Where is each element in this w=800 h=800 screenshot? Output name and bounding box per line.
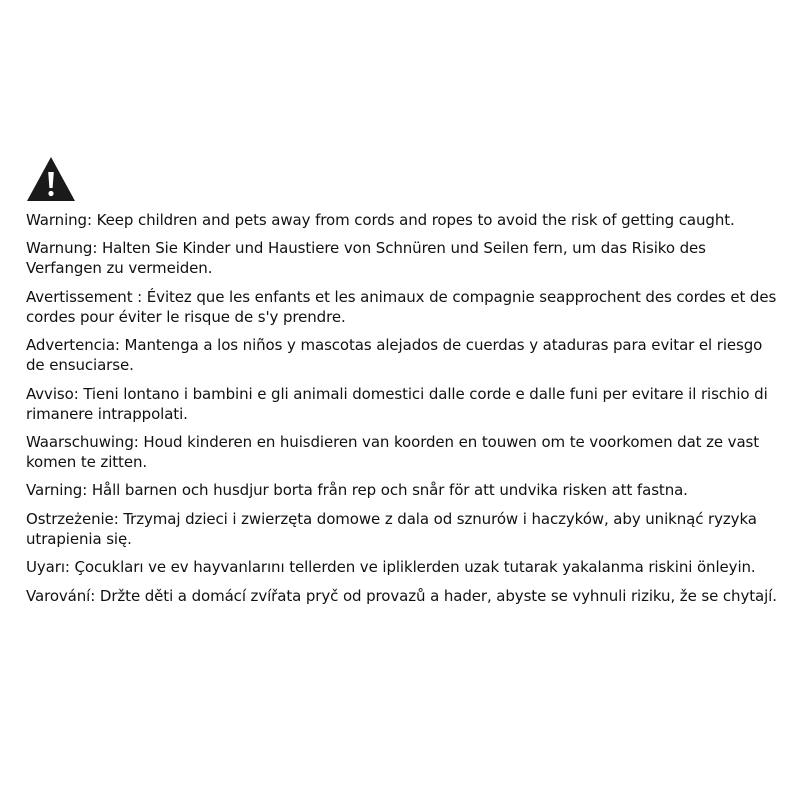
warning-text: Houd kinderen en huisdieren van koorden en touwen om te voorkomen dat ze vast komen te zitten.: [26, 432, 760, 471]
warning-french: [26, 287, 781, 327]
label-separator: :: [82, 481, 92, 500]
warning-text: Håll barnen och husdjur borta från rep och snår för att undvika risken att fastna.: [91, 481, 688, 500]
label-separator: :: [92, 239, 102, 258]
label-separator: :: [86, 211, 97, 229]
warning-label: Avviso: [26, 384, 74, 403]
warning-dutch: [26, 432, 781, 472]
warning-text: Halten Sie Kinder und Haustiere von Schnüren und Seilen fern, um das Risiko des Verfangen zu vermeiden.: [26, 239, 706, 278]
warning-czech: [26, 586, 781, 606]
label-separator: :: [64, 558, 75, 577]
warning-text: Trzymaj dzieci i zwierzęta domowe z dala od sznurów i haczyków, aby uniknąć ryzyka utrapienia się.: [26, 509, 757, 548]
warning-label: Varning: [26, 481, 83, 500]
warning-german: [26, 238, 781, 278]
label-separator: :: [133, 432, 144, 451]
warning-label: Ostrzeżenie: [26, 509, 114, 528]
warning-text: Držte děti a domácí zvířata pryč od provazů a hader, abyste se vyhnuli riziku, že se chytají.: [99, 586, 777, 605]
label-separator: :: [73, 384, 84, 403]
warning-label: Uyarı: [26, 558, 65, 577]
warning-turkish: [26, 557, 781, 577]
warning-text: Keep children and pets away from cords and ropes to avoid the risk of getting caught.: [96, 211, 735, 229]
warning-spanish: [26, 335, 781, 375]
label-separator: :: [113, 509, 124, 528]
warning-text: Tieni lontano i bambini e gli animali domestici dalle corde e dalle funi per evitare il rischio di rimanere intrappolati.: [26, 384, 768, 423]
warning-label: Varování: [26, 586, 91, 605]
warning-label: Advertencia: [26, 336, 115, 355]
warning-label: Avertissement: [26, 287, 133, 306]
label-separator: :: [90, 586, 100, 605]
warning-italian: [26, 384, 781, 424]
label-separator: :: [114, 336, 125, 355]
warning-swedish: [26, 480, 781, 500]
warning-text: Évitez que les enfants et les animaux de compagnie seapprochent des cordes et des cordes pour éviter le risque de s'y prendre.: [26, 287, 777, 326]
warning-polish: [26, 509, 781, 549]
warning-text: Mantenga a los niños y mascotas alejados de cuerdas y ataduras para evitar el riesgo de ensuciarse.: [26, 336, 763, 375]
warning-label: Warnung: [26, 239, 93, 258]
warning-label: Waarschuwing: [26, 432, 134, 451]
warning-text: Çocukları ve ev hayvanlarını tellerden ve ipliklerden uzak tutarak yakalanma riskini önleyin.: [74, 558, 756, 577]
warnings-list: [26, 210, 781, 614]
warning-english: [26, 210, 781, 230]
label-separator: :: [132, 287, 147, 306]
warning-triangle-icon: [26, 156, 76, 202]
warning-label: Warning: [26, 211, 87, 229]
